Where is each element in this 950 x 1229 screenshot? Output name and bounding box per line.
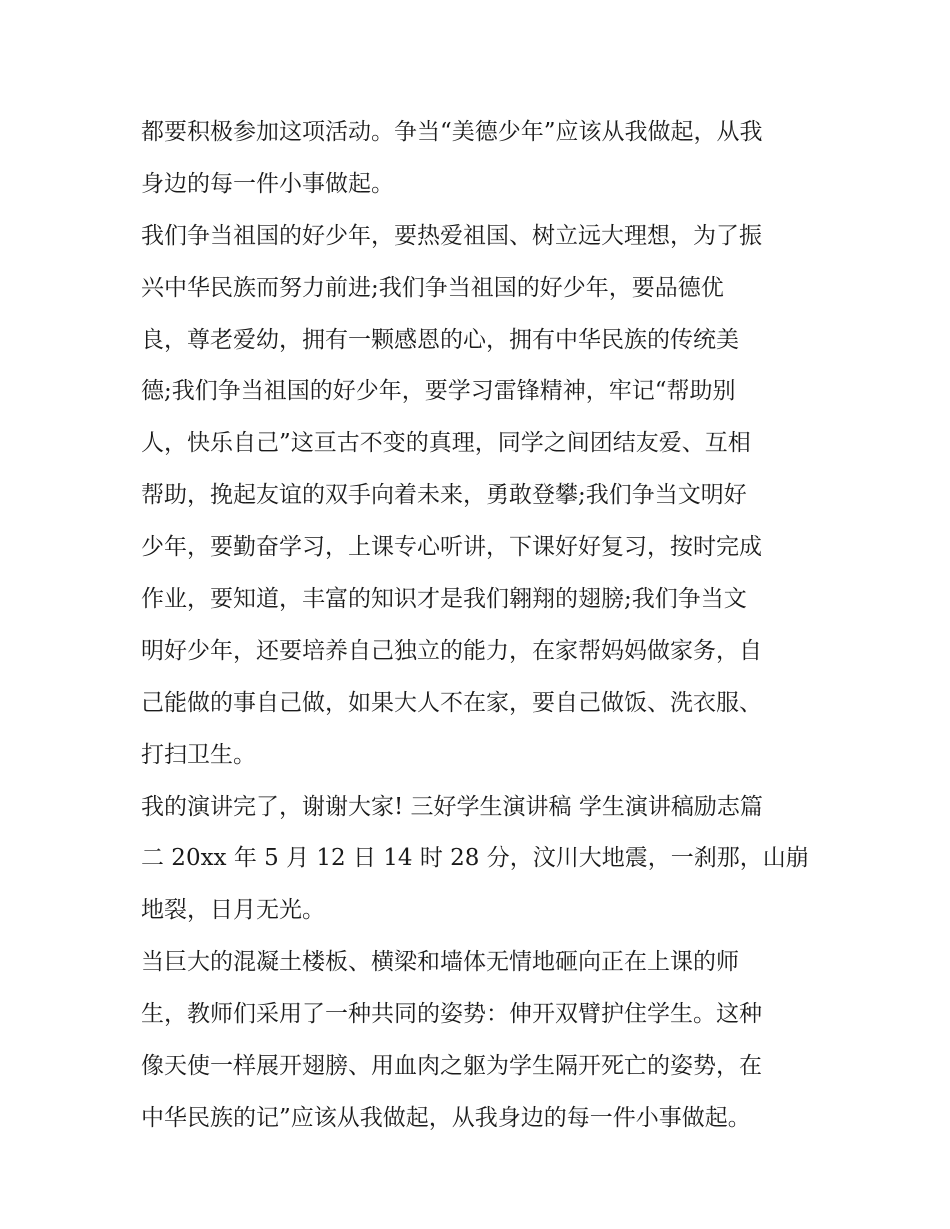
text-line: 身边的每一件小事做起。 xyxy=(141,170,394,197)
text-line: 少年，要勤奋学习，上课专心听讲，下课好好复习，按时完成 xyxy=(141,534,762,561)
text-line: 人，快乐自己”这亘古不变的真理，同学之间团结友爱、互相 xyxy=(141,430,751,457)
text-line: 当巨大的混凝土楼板、横梁和墙体无情地砸向正在上课的师 xyxy=(141,949,739,976)
text-line: 我的演讲完了，谢谢大家! 三好学生演讲稿 学生演讲稿励志篇 xyxy=(141,793,763,820)
body-text xyxy=(141,107,821,1145)
text-line: 己能做的事自己做，如果大人不在家，要自己做饭、洗衣服、 xyxy=(141,689,762,716)
text-line: 地裂，日月无光。 xyxy=(141,897,325,924)
text-line: 帮助，挽起友谊的双手向着未来，勇敢登攀;我们争当文明好 xyxy=(141,482,747,509)
text-line: 兴中华民族而努力前进;我们争当祖国的好少年，要品德优 xyxy=(141,274,724,301)
text-line: 都要积极参加这项活动。争当“美德少年”应该从我做起，从我 xyxy=(141,119,763,145)
text-line: 二 20xx 年 5 月 12 日 14 时 28 分，汶川大地震，一刹那，山崩 xyxy=(141,845,809,872)
text-line: 打扫卫生。 xyxy=(141,741,256,768)
text-line: 明好少年，还要培养自己独立的能力，在家帮妈妈做家务，自 xyxy=(141,637,762,664)
text-line: 良，尊老爱幼，拥有一颗感恩的心，拥有中华民族的传统美 xyxy=(141,326,739,353)
text-line: 作业，要知道，丰富的知识才是我们翱翔的翅膀;我们争当文 xyxy=(141,586,747,613)
text-line: 中华民族的记”应该从我做起，从我身边的每一件小事做起。 xyxy=(141,1104,751,1131)
text-line: 德;我们争当祖国的好少年，要学习雷锋精神，牢记“帮助别 xyxy=(141,378,736,405)
text-line: 我们争当祖国的好少年，要热爱祖国、树立远大理想，为了振 xyxy=(141,222,762,249)
text-line: 生，教师们采用了一种共同的姿势：伸开双臂护住学生。这种 xyxy=(141,1001,762,1028)
text-line: 像天使一样展开翅膀、用血肉之躯为学生隔开死亡的姿势，在 xyxy=(141,1053,762,1080)
